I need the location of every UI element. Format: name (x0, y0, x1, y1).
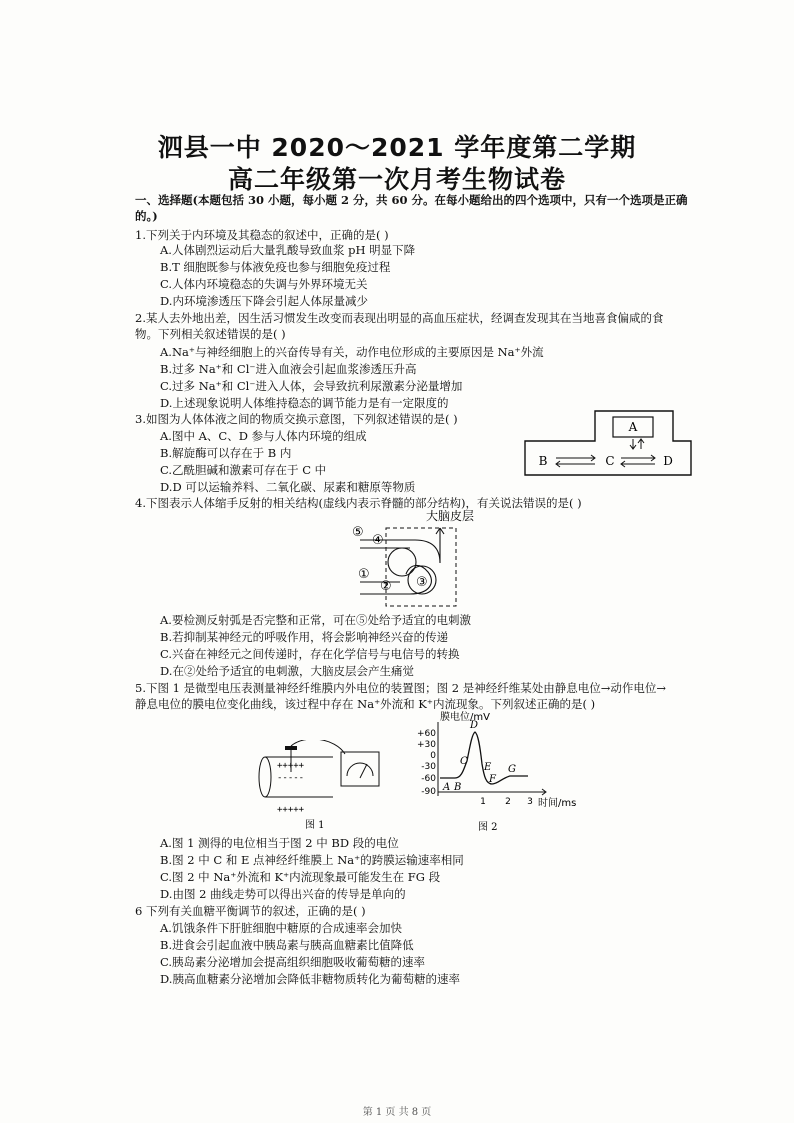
q4-option-a: A.要检测反射弧是否完整和正常，可在⑤处给予适宜的电刺激 (160, 613, 471, 627)
q5-stem-line1: 5.下图 1 是微型电压表测量神经纤维膜内外电位的装置图；图 2 是神经纤维某处由静息电位→动作电位→ (135, 681, 666, 695)
xtick-1: 1 (480, 797, 486, 807)
q5-option-d: D.由图 2 曲线走势可以得出兴奋的传导是单向的 (160, 887, 406, 901)
q6-option-d: D.胰高血糖素分泌增加会降低非糖物质转化为葡萄糖的速率 (160, 972, 460, 986)
q6-option-a: A.饥饿条件下肝脏细胞中糖原的合成速率会加快 (160, 921, 402, 935)
q6-option-b: B.进食会引起血液中胰岛素与胰高血糖素比值降低 (160, 938, 414, 952)
q1-option-c: C.人体内环境稳态的失调与外界环境无关 (160, 277, 368, 291)
cortex-label: 大脑皮层 (425, 509, 475, 523)
label-c: C (605, 454, 615, 468)
q5-option-c: C.图 2 中 Na⁺外流和 K⁺内流现象最可能发生在 FG 段 (160, 870, 441, 884)
q6-stem: 6 下列有关血糖平衡调节的叙述，正确的是( ) (135, 904, 366, 918)
label-a: A (628, 420, 638, 434)
fiber-charge-top-plus: +++++ (277, 761, 305, 771)
q4-option-b: B.若抑制某神经元的呼吸作用，将会影响神经兴奋的传递 (160, 630, 449, 644)
q4-reflex-arc-diagram (340, 508, 500, 612)
q2-option-d: D.上述现象说明人体维持稳态的调节能力是有一定限度的 (160, 396, 449, 410)
q3-option-c: C.乙酰胆碱和激素可存在于 C 中 (160, 463, 327, 477)
q3-stem: 3.如图为人体体液之间的物质交换示意图，下列叙述错误的是( ) (135, 412, 458, 426)
marker-4: ④ (372, 533, 384, 548)
point-f: F (489, 774, 496, 785)
chart-xlabel: 时间/ms (538, 798, 577, 809)
q3-option-b: B.解旋酶可以存在于 B 内 (160, 446, 292, 460)
ytick-0: 0 (430, 751, 436, 761)
exam-subtitle: 高二年级第一次月考生物试卷 (227, 165, 566, 194)
q2-option-a: A.Na⁺与神经细胞上的兴奋传导有关，动作电位形成的主要原因是 Na⁺外流 (160, 345, 544, 359)
ytick-60: +60 (417, 729, 436, 739)
q1-option-d: D.内环境渗透压下降会引起人体尿量减少 (160, 294, 368, 308)
q3-fluid-exchange-diagram (523, 405, 693, 477)
section-heading-line2: 的。) (135, 209, 158, 223)
fiber-charge-inner-minus: ----- (277, 773, 305, 783)
q5-voltmeter-figure (255, 740, 385, 830)
q4-option-c: C.兴奋在神经元之间传递时，存在化学信号与电信号的转换 (160, 647, 460, 661)
q3-option-a: A.图中 A、C、D 参与人体内环境的组成 (160, 429, 367, 443)
marker-2: ② (380, 579, 392, 594)
page-footer: 第 1 页 共 8 页 (362, 1107, 432, 1118)
fiber-charge-bottom-plus: +++++ (277, 805, 305, 815)
label-d: D (663, 454, 673, 468)
q1-option-b: B.T 细胞既参与体液免疫也参与细胞免疫过程 (160, 260, 391, 274)
chart-ylabel: 膜电位/mV (440, 712, 490, 723)
point-d: D (470, 720, 479, 731)
ytick-neg30: -30 (421, 762, 436, 772)
q6-option-c: C.胰岛素分泌增加会提高组织细胞吸收葡萄糖的速率 (160, 955, 426, 969)
marker-5: ⑤ (352, 525, 364, 540)
q3-option-d: D.D 可以运输养料、二氧化碳、尿素和糖原等物质 (160, 480, 416, 494)
figure2-caption: 图 2 (478, 822, 498, 833)
marker-3: ③ (416, 575, 428, 590)
ytick-neg90: -90 (421, 787, 436, 797)
ytick-30: +30 (417, 740, 436, 750)
point-b: B (454, 782, 462, 793)
point-a: A (443, 782, 451, 793)
section-heading-line1: 一、选择题(本题包括 30 小题，每小题 2 分，共 60 分。在每小题给出的四个选项中，只有一个选项是正确 (135, 193, 688, 207)
q5-option-b: B.图 2 中 C 和 E 点神经纤维膜上 Na⁺的跨膜运输速率相同 (160, 853, 464, 867)
q5-stem-line2: 静息电位的膜电位变化曲线，该过程中存在 Na⁺外流和 K⁺内流现象。下列叙述正确的是( ) (135, 697, 596, 711)
q5-option-a: A.图 1 测得的电位相当于图 2 中 BD 段的电位 (160, 836, 399, 850)
potential-curve (440, 732, 528, 784)
ytick-neg60: -60 (421, 774, 436, 784)
q4-stem: 4.下图表示人体缩手反射的相关结构(虚线内表示脊髓的部分结构)，有关说法错误的是( ) (135, 496, 582, 510)
q1-option-a: A.人体剧烈运动后大量乳酸导致血浆 pH 明显下降 (160, 243, 416, 257)
q2-option-c: C.过多 Na⁺和 Cl⁻进入人体，会导致抗利尿激素分泌量增加 (160, 379, 463, 393)
q2-stem-line1: 2.某人去外地出差，因生活习惯发生改变而表现出明显的高血压症状，经调查发现其在当地喜食偏咸的食 (135, 311, 664, 325)
point-g: G (508, 764, 516, 775)
q5-membrane-potential-chart (410, 706, 600, 834)
q4-option-d: D.在②处给予适宜的电刺激，大脑皮层会产生痛觉 (160, 664, 414, 678)
q2-option-b: B.过多 Na⁺和 Cl⁻进入血液会引起血浆渗透压升高 (160, 362, 417, 376)
xtick-3: 3 (527, 797, 533, 807)
exam-title: 泗县一中 2020～2021 学年度第二学期 (157, 133, 637, 162)
figure1-caption: 图 1 (305, 820, 325, 830)
point-e: E (484, 762, 492, 773)
label-b: B (538, 454, 548, 468)
marker-1: ① (358, 567, 370, 582)
xtick-2: 2 (505, 797, 511, 807)
q1-stem: 1.下列关于内环境及其稳态的叙述中，正确的是( ) (135, 228, 389, 242)
point-c: C (460, 756, 468, 767)
q2-stem-line2: 物。下列相关叙述错误的是( ) (135, 327, 286, 341)
